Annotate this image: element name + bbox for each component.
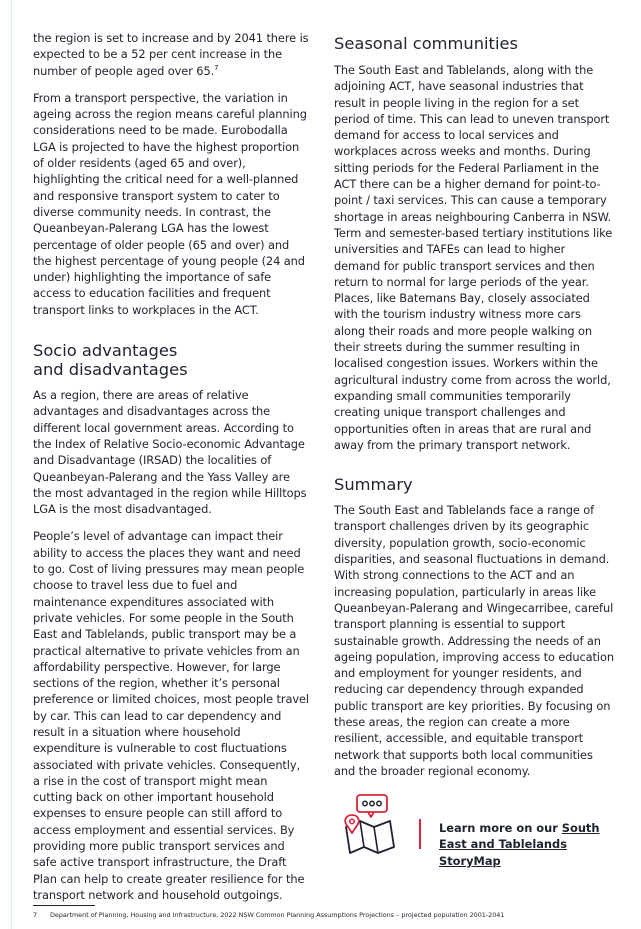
footnote-rule (33, 905, 95, 906)
paragraph-advantage-impact: People’s level of advantage can impact their ability to access the places they want and need to go. Cost of living pressures may mean people choose to travel less due to fuel and maintenance expenditures associated with private vehicles. For some people in the South East and Tablelands, public transport may be a practical alternative to private vehicles from an affordability perspective. However, for large sections of the region, whether it’s personal preference or limited choices, most people travel by car. This can lead to car dependency and result in a situation where household expenditure is vulnerable to cost fluctuations associated with private vehicles. Consequently, a rise in the cost of transport might mean cutting back on other important household expenses to ensure people can still afford to access employment and essential services. By providing more public transport services and safe active transport infrastructure, the Draft Plan can help to create greater resilience for the transport network and household outgoings. (33, 529, 309, 902)
footnote-text: Department of Planning, Housing and Infrastructure, 2022 NSW Common Planning Assumptions Projections – projected population 2001-2041 (50, 911, 505, 919)
learn-more-prefix: Learn more on our (439, 821, 562, 836)
footnote (33, 911, 613, 920)
storymap-icon (340, 793, 404, 857)
paragraph-summary: The South East and Tablelands face a range of transport challenges driven by its geographic diversity, population growth, socio-economic disparities, and seasonal fluctuations in demand. With strong connections to the ACT and an increasing population, particularly in areas like Queanbeyan-Palerang and Wingecarribee, careful transport planning is essential to support sustainable growth. Addressing the needs of an ageing population, improving access to education and employment for younger residents, and reducing car dependency through expanded public transport are key priorities. By focusing on these areas, the region can create a more resilient, accessible, and equitable transport network that supports both local communities and the broader regional economy. (334, 503, 614, 778)
socio-heading-line-1: Socio advantages (33, 341, 178, 361)
paragraph-ageing-projection (33, 30, 310, 79)
left-column (33, 30, 310, 914)
callout-divider (419, 819, 421, 849)
seasonal-heading: Seasonal communities (334, 34, 518, 53)
socio-heading (33, 341, 310, 379)
paragraph-transport-ageing: From a transport perspective, the variation in ageing across the region means careful planning considerations need to be made. Eurobodalla LGA is projected to have the highest proportion of older residents (aged 65 and over), highlighting the critical need for a well-planned and responsive transport system to cater to diverse community needs. In contrast, the Queanbeyan-Palerang LGA has the lowest percentage of older people (65 and over) and the highest percentage of young people (24 and under) highlighting the importance of safe access to education facilities and frequent transport links to workplaces in the ACT. (33, 90, 307, 317)
storymap-link[interactable]: South East and Tablelands StoryMap (439, 821, 600, 868)
footnote-reference: 7 (214, 63, 219, 72)
ageing-projection-text: the region is set to increase and by 2041 there is expected to be a 52 per cent increase in the number of people aged over 65. (33, 31, 309, 78)
page-edge-rule (11, 0, 12, 929)
paragraph-irsad: As a region, there are areas of relative advantages and disadvantages across the different local government areas. According to the Index of Relative Socio-economic Advantage and Disadvantage (IRSAD) the localities of Queanbeyan-Palerang and the Yass Valley are the most advantaged in the region while Hilltops LGA is the most disadvantaged. (33, 388, 307, 517)
summary-heading: Summary (334, 475, 413, 495)
learn-more-text (439, 820, 619, 869)
socio-heading-line-2: and disadvantages (33, 360, 188, 380)
learn-more-callout (334, 793, 614, 868)
footnote-number: 7 (33, 911, 38, 919)
right-column (334, 30, 614, 868)
paragraph-seasonal: The South East and Tablelands, along with the adjoining ACT, have seasonal industries that result in people living in the region for a set period of time. This can lead to uneven transport demand for access to local services and workplaces across weeks and months. During sitting periods for the Federal Parliament in the ACT there can be a higher demand for point-to-point / taxi services. This can cause a temporary shortage in areas neighbouring Canberra in NSW. Term and semester-based tertiary institutions like universities and TAFEs can lead to higher demand for public transport services and then return to normal for large periods of the year. Places, like Batemans Bay, closely associated with the tourism industry witness more cars along their roads and more people walking on their streets during the summer resulting in localised congestion issues. Workers within the agricultural industry come from across the world, expanding small communities temporarily creating unique transport challenges and opportunities often in areas that are rural and away from the primary transport network. (334, 63, 613, 452)
